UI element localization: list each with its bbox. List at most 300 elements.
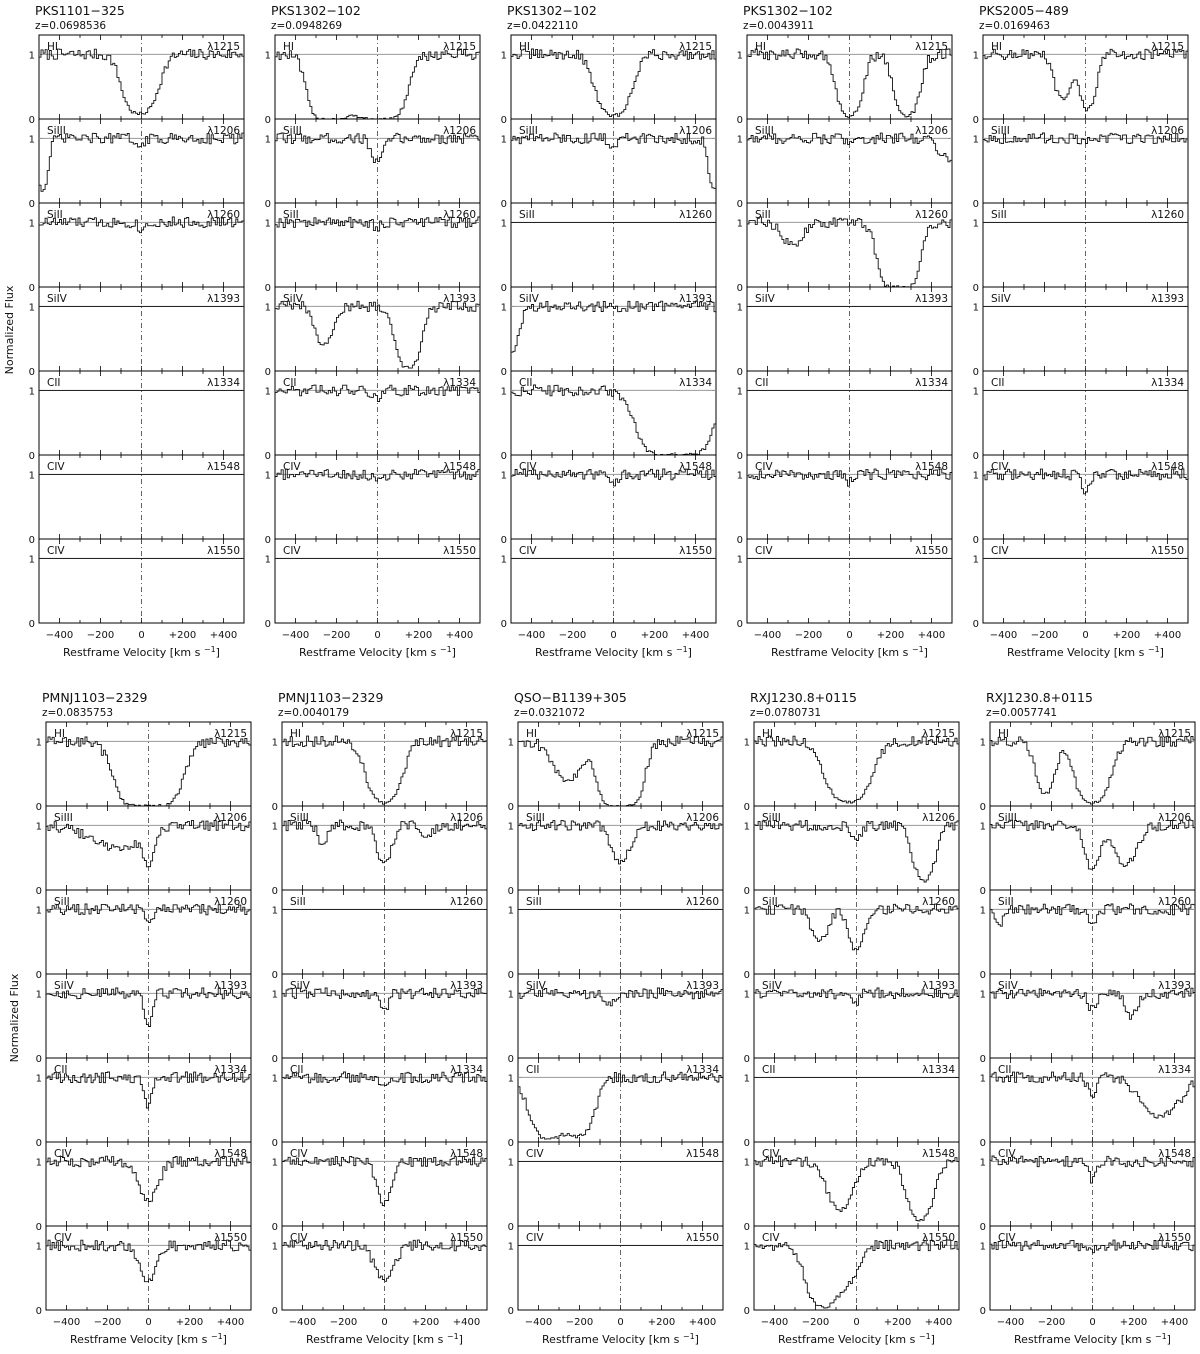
ion-label: SiIV xyxy=(519,293,539,305)
panel-siii-1260 xyxy=(973,203,1188,294)
y-tick-label: 0 xyxy=(271,802,278,813)
panel-civ-1550 xyxy=(501,539,716,641)
ion-label: SiIII xyxy=(283,125,302,137)
y-tick-label: 0 xyxy=(264,619,271,630)
ion-label: SiII xyxy=(762,896,778,908)
y-tick-label: 1 xyxy=(35,989,42,1001)
ion-label: CIV xyxy=(47,461,65,473)
y-tick-label: 1 xyxy=(507,1241,514,1253)
x-tick-label: +400 xyxy=(924,1317,953,1328)
x-tick-label: −400 xyxy=(517,630,546,641)
y-tick-label: 0 xyxy=(972,199,979,210)
y-tick-label: 0 xyxy=(500,199,507,210)
x-tick-label: 0 xyxy=(1089,1317,1096,1328)
ion-label: HI xyxy=(755,41,766,53)
y-tick-label: 0 xyxy=(271,970,278,981)
panel-hi-1215 xyxy=(744,722,959,813)
y-tick-label: 0 xyxy=(979,1138,986,1149)
panel-siiii-1206 xyxy=(737,119,952,210)
panel-siii-1260 xyxy=(29,203,244,294)
wavelength-label: λ1215 xyxy=(450,728,483,740)
system-name: PMNJ1103−2329 xyxy=(278,690,384,705)
ion-label: CII xyxy=(54,1064,68,1076)
panel-civ-1548 xyxy=(36,1142,251,1233)
system-8 xyxy=(508,690,723,1346)
system-redshift: z=0.0422110 xyxy=(507,20,579,32)
wavelength-label: λ1334 xyxy=(922,1064,955,1076)
panel-civ-1548 xyxy=(508,1142,723,1233)
wavelength-label: λ1393 xyxy=(679,293,712,305)
system-redshift: z=0.0948269 xyxy=(271,20,343,32)
panel-civ-1548 xyxy=(973,455,1188,546)
ion-label: SiIV xyxy=(755,293,775,305)
y-tick-label: 1 xyxy=(264,386,271,398)
ion-label: CIV xyxy=(998,1148,1016,1160)
wavelength-label: λ1215 xyxy=(443,41,476,53)
y-tick-label: 0 xyxy=(28,115,35,126)
panel-siiv-1393 xyxy=(508,974,723,1065)
y-tick-label: 1 xyxy=(507,1157,514,1169)
ion-label: CIV xyxy=(283,461,301,473)
wavelength-label: λ1334 xyxy=(214,1064,247,1076)
y-tick-label: 1 xyxy=(972,386,979,398)
x-tick-label: 0 xyxy=(846,630,853,641)
ion-label: CIV xyxy=(290,1232,308,1244)
ion-label: CII xyxy=(283,377,297,389)
wavelength-label: λ1215 xyxy=(1158,728,1191,740)
x-tick-label: 0 xyxy=(617,1317,624,1328)
x-tick-label: −200 xyxy=(329,1317,358,1328)
y-tick-label: 0 xyxy=(507,1054,514,1065)
y-tick-label: 1 xyxy=(500,218,507,230)
y-tick-label: 0 xyxy=(35,970,42,981)
y-tick-label: 1 xyxy=(743,905,750,917)
y-tick-label: 0 xyxy=(743,1138,750,1149)
system-name: PKS1302−102 xyxy=(271,3,361,18)
ion-label: HI xyxy=(998,728,1009,740)
x-tick-label: +200 xyxy=(1119,1317,1148,1328)
y-tick-label: 0 xyxy=(507,1222,514,1233)
x-tick-label: −400 xyxy=(989,630,1018,641)
wavelength-label: λ1260 xyxy=(1158,896,1191,908)
x-tick-label: −400 xyxy=(288,1317,317,1328)
x-tick-label: +400 xyxy=(681,630,710,641)
panel-siiv-1393 xyxy=(980,974,1195,1065)
x-tick-label: −400 xyxy=(753,630,782,641)
ion-label: CIV xyxy=(991,461,1009,473)
panel-cii-1334 xyxy=(36,1058,251,1149)
system-redshift: z=0.0780731 xyxy=(750,707,822,719)
wavelength-label: λ1548 xyxy=(1158,1148,1191,1160)
y-tick-label: 0 xyxy=(979,1306,986,1317)
ion-label: SiIV xyxy=(526,980,546,992)
ion-label: CII xyxy=(290,1064,304,1076)
system-10 xyxy=(980,690,1195,1346)
wavelength-label: λ1260 xyxy=(686,896,719,908)
y-tick-label: 1 xyxy=(736,134,743,146)
system-9 xyxy=(744,690,959,1346)
y-tick-label: 1 xyxy=(979,737,986,749)
panel-hi-1215 xyxy=(980,722,1195,813)
y-tick-label: 1 xyxy=(35,821,42,833)
wavelength-label: λ1260 xyxy=(214,896,247,908)
y-tick-label: 1 xyxy=(736,302,743,314)
y-tick-label: 1 xyxy=(28,302,35,314)
y-tick-label: 1 xyxy=(264,470,271,482)
x-tick-label: +400 xyxy=(1153,630,1182,641)
y-tick-label: 1 xyxy=(271,989,278,1001)
panel-cii-1334 xyxy=(29,371,244,462)
system-5 xyxy=(973,3,1188,659)
y-tick-label: 1 xyxy=(28,554,35,566)
wavelength-label: λ1334 xyxy=(450,1064,483,1076)
wavelength-label: λ1260 xyxy=(1151,209,1184,221)
panel-civ-1550 xyxy=(272,1226,487,1328)
x-tick-label: +400 xyxy=(216,1317,245,1328)
y-tick-label: 0 xyxy=(972,115,979,126)
system-redshift: z=0.0169463 xyxy=(979,20,1051,32)
x-axis-label: Restframe Velocity [km s $^{-1}$] xyxy=(542,1332,699,1346)
wavelength-label: λ1206 xyxy=(679,125,712,137)
x-tick-label: +200 xyxy=(883,1317,912,1328)
panel-cii-1334 xyxy=(980,1058,1195,1149)
ion-label: SiIII xyxy=(755,125,774,137)
y-tick-label: 1 xyxy=(972,554,979,566)
ion-label: HI xyxy=(762,728,773,740)
system-redshift: z=0.0321072 xyxy=(514,707,586,719)
y-tick-label: 1 xyxy=(500,470,507,482)
y-tick-label: 1 xyxy=(979,905,986,917)
wavelength-label: λ1260 xyxy=(922,896,955,908)
y-tick-label: 0 xyxy=(507,886,514,897)
x-tick-label: +400 xyxy=(209,630,238,641)
ion-label: SiII xyxy=(54,896,70,908)
panel-civ-1550 xyxy=(265,539,480,641)
y-tick-label: 1 xyxy=(271,1073,278,1085)
panel-civ-1548 xyxy=(980,1142,1195,1233)
y-tick-label: 0 xyxy=(972,535,979,546)
x-tick-label: +200 xyxy=(647,1317,676,1328)
system-redshift: z=0.0835753 xyxy=(42,707,114,719)
y-tick-label: 1 xyxy=(979,1073,986,1085)
wavelength-label: λ1206 xyxy=(214,812,247,824)
panel-hi-1215 xyxy=(973,35,1188,126)
wavelength-label: λ1334 xyxy=(443,377,476,389)
y-tick-label: 1 xyxy=(979,821,986,833)
x-tick-label: 0 xyxy=(138,630,145,641)
system-name: PKS2005−489 xyxy=(979,3,1069,18)
ion-label: CII xyxy=(526,1064,540,1076)
ion-label: CIV xyxy=(755,461,773,473)
y-tick-label: 1 xyxy=(743,1157,750,1169)
panel-civ-1548 xyxy=(265,455,480,546)
x-tick-label: −200 xyxy=(1037,1317,1066,1328)
wavelength-label: λ1334 xyxy=(679,377,712,389)
panel-siiii-1206 xyxy=(501,119,716,210)
x-tick-label: +400 xyxy=(1160,1317,1189,1328)
ion-label: SiII xyxy=(998,896,1014,908)
y-tick-label: 0 xyxy=(743,1306,750,1317)
system-6 xyxy=(36,690,251,1346)
y-tick-label: 0 xyxy=(736,115,743,126)
y-tick-label: 1 xyxy=(979,1157,986,1169)
x-tick-label: 0 xyxy=(1082,630,1089,641)
x-axis-label: Restframe Velocity [km s $^{-1}$] xyxy=(299,645,456,659)
y-tick-label: 1 xyxy=(264,302,271,314)
ion-label: SiII xyxy=(47,209,63,221)
wavelength-label: λ1215 xyxy=(915,41,948,53)
x-tick-label: −400 xyxy=(760,1317,789,1328)
ion-label: SiIII xyxy=(290,812,309,824)
panel-cii-1334 xyxy=(265,371,480,462)
x-tick-label: −400 xyxy=(524,1317,553,1328)
normalized-flux-label-bottom: Normalized Flux xyxy=(8,973,21,1063)
y-tick-label: 0 xyxy=(264,283,271,294)
ion-label: HI xyxy=(47,41,58,53)
wavelength-label: λ1548 xyxy=(443,461,476,473)
wavelength-label: λ1550 xyxy=(922,1232,955,1244)
x-tick-label: 0 xyxy=(374,630,381,641)
ion-label: CIV xyxy=(998,1232,1016,1244)
y-tick-label: 0 xyxy=(35,1054,42,1065)
ion-label: CIV xyxy=(54,1148,72,1160)
wavelength-label: λ1215 xyxy=(214,728,247,740)
spectrum-trace xyxy=(754,820,959,882)
ion-label: CII xyxy=(991,377,1005,389)
y-tick-label: 0 xyxy=(28,199,35,210)
y-tick-label: 1 xyxy=(736,554,743,566)
y-tick-label: 0 xyxy=(507,970,514,981)
wavelength-label: λ1550 xyxy=(443,545,476,557)
panel-hi-1215 xyxy=(272,722,487,813)
x-tick-label: +200 xyxy=(1112,630,1141,641)
system-name: PKS1101−325 xyxy=(35,3,125,18)
y-tick-label: 1 xyxy=(500,386,507,398)
y-tick-label: 0 xyxy=(979,1054,986,1065)
ion-label: HI xyxy=(519,41,530,53)
ion-label: SiIV xyxy=(47,293,67,305)
wavelength-label: λ1393 xyxy=(1151,293,1184,305)
system-name: RXJ1230.8+0115 xyxy=(986,690,1093,705)
panel-cii-1334 xyxy=(501,371,716,462)
ion-label: CIV xyxy=(762,1232,780,1244)
panel-civ-1550 xyxy=(737,539,952,641)
y-tick-label: 1 xyxy=(264,50,271,62)
wavelength-label: λ1334 xyxy=(1151,377,1184,389)
y-tick-label: 1 xyxy=(743,1073,750,1085)
y-tick-label: 1 xyxy=(28,134,35,146)
ion-label: SiIII xyxy=(998,812,1017,824)
panel-civ-1548 xyxy=(737,455,952,546)
y-tick-label: 1 xyxy=(28,218,35,230)
wavelength-label: λ1260 xyxy=(450,896,483,908)
ion-label: SiIII xyxy=(519,125,538,137)
wavelength-label: λ1548 xyxy=(1151,461,1184,473)
ion-label: SiIII xyxy=(991,125,1010,137)
ion-label: CIV xyxy=(526,1232,544,1244)
wavelength-label: λ1393 xyxy=(207,293,240,305)
x-axis-label: Restframe Velocity [km s $^{-1}$] xyxy=(306,1332,463,1346)
y-tick-label: 0 xyxy=(271,1222,278,1233)
panel-civ-1550 xyxy=(29,539,244,641)
wavelength-label: λ1206 xyxy=(686,812,719,824)
wavelength-label: λ1548 xyxy=(679,461,712,473)
system-redshift: z=0.0057741 xyxy=(986,707,1058,719)
ion-label: SiIII xyxy=(47,125,66,137)
y-tick-label: 0 xyxy=(979,1222,986,1233)
panel-siiii-1206 xyxy=(980,806,1195,897)
panel-cii-1334 xyxy=(973,371,1188,462)
panel-hi-1215 xyxy=(29,35,244,126)
panel-siii-1260 xyxy=(272,890,487,981)
panel-cii-1334 xyxy=(272,1058,487,1149)
x-tick-label: +200 xyxy=(175,1317,204,1328)
x-axis-label: Restframe Velocity [km s $^{-1}$] xyxy=(63,645,220,659)
y-tick-label: 1 xyxy=(271,905,278,917)
wavelength-label: λ1393 xyxy=(450,980,483,992)
y-tick-label: 0 xyxy=(271,1138,278,1149)
wavelength-label: λ1550 xyxy=(679,545,712,557)
wavelength-label: λ1260 xyxy=(915,209,948,221)
system-redshift: z=0.0040179 xyxy=(278,707,350,719)
panel-siii-1260 xyxy=(737,203,952,294)
ion-label: SiIII xyxy=(526,812,545,824)
y-tick-label: 0 xyxy=(264,451,271,462)
wavelength-label: λ1260 xyxy=(679,209,712,221)
y-tick-label: 0 xyxy=(743,802,750,813)
ion-label: CII xyxy=(47,377,61,389)
wavelength-label: λ1548 xyxy=(922,1148,955,1160)
y-tick-label: 0 xyxy=(979,886,986,897)
y-tick-label: 0 xyxy=(500,535,507,546)
x-tick-label: +400 xyxy=(688,1317,717,1328)
x-tick-label: −400 xyxy=(52,1317,81,1328)
y-tick-label: 1 xyxy=(972,218,979,230)
y-tick-label: 0 xyxy=(500,451,507,462)
system-redshift: z=0.0698536 xyxy=(35,20,107,32)
ion-label: SiIV xyxy=(283,293,303,305)
x-tick-label: −400 xyxy=(45,630,74,641)
wavelength-label: λ1206 xyxy=(1158,812,1191,824)
panel-civ-1548 xyxy=(501,455,716,546)
y-tick-label: 0 xyxy=(736,451,743,462)
panel-siiii-1206 xyxy=(265,119,480,210)
x-tick-label: +200 xyxy=(404,630,433,641)
y-tick-label: 0 xyxy=(736,367,743,378)
y-tick-label: 0 xyxy=(500,115,507,126)
y-tick-label: 1 xyxy=(35,1157,42,1169)
panel-siiv-1393 xyxy=(36,974,251,1065)
wavelength-label: λ1215 xyxy=(679,41,712,53)
wavelength-label: λ1548 xyxy=(686,1148,719,1160)
system-1 xyxy=(29,3,244,659)
panel-siii-1260 xyxy=(501,203,716,294)
wavelength-label: λ1550 xyxy=(207,545,240,557)
wavelength-label: λ1334 xyxy=(207,377,240,389)
y-tick-label: 1 xyxy=(500,302,507,314)
x-axis-label: Restframe Velocity [km s $^{-1}$] xyxy=(778,1332,935,1346)
x-tick-label: +200 xyxy=(168,630,197,641)
y-tick-label: 1 xyxy=(35,1241,42,1253)
panel-hi-1215 xyxy=(508,722,723,813)
y-tick-label: 1 xyxy=(743,821,750,833)
ion-label: HI xyxy=(290,728,301,740)
wavelength-label: λ1334 xyxy=(686,1064,719,1076)
y-tick-label: 1 xyxy=(507,905,514,917)
spectrum-trace xyxy=(518,1072,723,1139)
ion-label: SiIV xyxy=(762,980,782,992)
panel-siii-1260 xyxy=(744,890,959,981)
x-axis-label: Restframe Velocity [km s $^{-1}$] xyxy=(535,645,692,659)
wavelength-label: λ1548 xyxy=(915,461,948,473)
panel-siii-1260 xyxy=(980,890,1195,981)
y-tick-label: 0 xyxy=(264,535,271,546)
panel-civ-1550 xyxy=(980,1226,1195,1328)
y-tick-label: 0 xyxy=(271,886,278,897)
y-tick-label: 0 xyxy=(264,115,271,126)
y-tick-label: 1 xyxy=(743,737,750,749)
ion-label: SiIII xyxy=(54,812,73,824)
x-tick-label: +400 xyxy=(452,1317,481,1328)
panel-siiv-1393 xyxy=(973,287,1188,378)
panel-siiii-1206 xyxy=(508,806,723,897)
x-tick-label: +400 xyxy=(445,630,474,641)
y-tick-label: 0 xyxy=(972,283,979,294)
y-tick-label: 1 xyxy=(972,302,979,314)
x-tick-label: −200 xyxy=(86,630,115,641)
system-name: PKS1302−102 xyxy=(743,3,833,18)
wavelength-label: λ1260 xyxy=(207,209,240,221)
y-tick-label: 1 xyxy=(507,989,514,1001)
x-axis-label: Restframe Velocity [km s $^{-1}$] xyxy=(771,645,928,659)
panel-siiv-1393 xyxy=(272,974,487,1065)
wavelength-label: λ1550 xyxy=(686,1232,719,1244)
ion-label: CIV xyxy=(519,461,537,473)
x-tick-label: −400 xyxy=(281,630,310,641)
wavelength-label: λ1550 xyxy=(450,1232,483,1244)
y-tick-label: 0 xyxy=(979,970,986,981)
wavelength-label: λ1334 xyxy=(1158,1064,1191,1076)
panel-hi-1215 xyxy=(501,35,716,126)
y-tick-label: 0 xyxy=(507,1138,514,1149)
y-tick-label: 1 xyxy=(28,386,35,398)
panel-siiii-1206 xyxy=(744,806,959,897)
ion-label: CII xyxy=(998,1064,1012,1076)
x-tick-label: 0 xyxy=(381,1317,388,1328)
y-tick-label: 0 xyxy=(28,283,35,294)
y-tick-label: 1 xyxy=(264,134,271,146)
ion-label: CII xyxy=(755,377,769,389)
ion-label: SiII xyxy=(290,896,306,908)
y-tick-label: 0 xyxy=(28,535,35,546)
y-tick-label: 1 xyxy=(271,1157,278,1169)
panel-siiv-1393 xyxy=(501,287,716,378)
wavelength-label: λ1393 xyxy=(1158,980,1191,992)
wavelength-label: λ1393 xyxy=(922,980,955,992)
y-tick-label: 0 xyxy=(35,886,42,897)
normalized-flux-label-top: Normalized Flux xyxy=(3,285,16,375)
y-tick-label: 1 xyxy=(35,905,42,917)
system-name: QSO−B1139+305 xyxy=(514,690,627,705)
y-tick-label: 0 xyxy=(264,199,271,210)
y-tick-label: 0 xyxy=(507,1306,514,1317)
y-tick-label: 0 xyxy=(35,1222,42,1233)
ion-label: HI xyxy=(283,41,294,53)
y-tick-label: 0 xyxy=(743,886,750,897)
wavelength-label: λ1206 xyxy=(915,125,948,137)
ion-label: SiIV xyxy=(991,293,1011,305)
wavelength-label: λ1260 xyxy=(443,209,476,221)
